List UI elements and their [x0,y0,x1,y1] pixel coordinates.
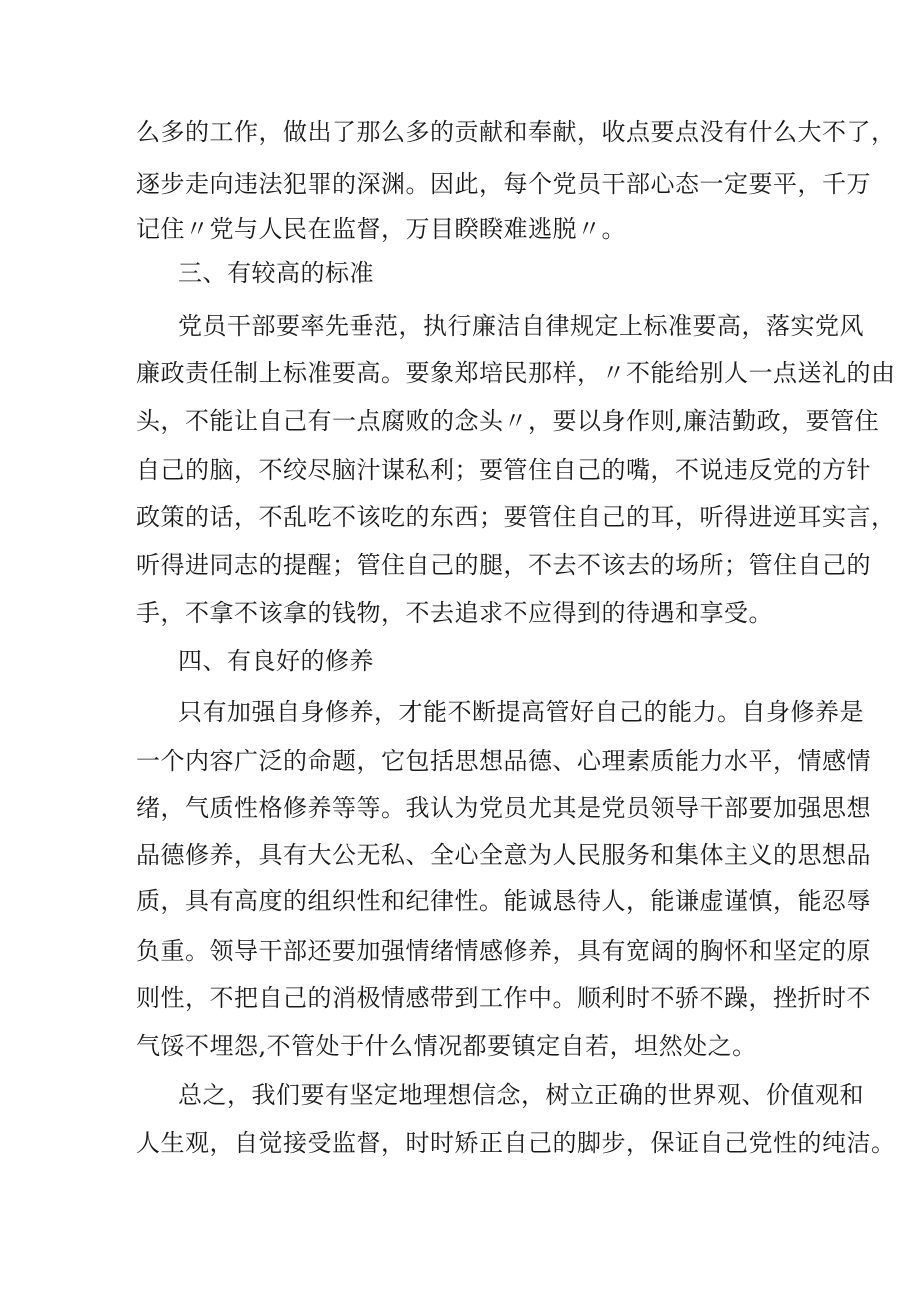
para3-line-1: 只有加强自身修养，才能不断提高管好自己的能力。自身修养是 [178,698,864,726]
para2-line-7: 手，不拿不该拿的钱物，不去追求不应得到的待遇和享受。 [136,599,773,627]
para3-line-4: 品德修养，具有大公无私、全心全意为人民服务和集体主义的思想品 [136,841,871,869]
para2-line-6: 听得进同志的提醒；管住自己的腿，不去不该去的场所；管住自己的 [136,551,871,579]
para3-line-6: 负重。领导干部还要加强情绪情感修养，具有宽阔的胸怀和坚定的原 [136,937,871,965]
para3-line-7: 则性，不把自己的消极情感带到工作中。顺利时不骄不躁，挫折时不 [136,984,871,1012]
section-heading-3: 三、有较高的标准 [178,259,374,287]
para4-line-1: 总之，我们要有坚定地理想信念，树立正确的世界观、价值观和 [178,1081,864,1109]
para2-line-2: 廉政责任制上标准要高。要象郑培民那样，〃不能给别人一点送礼的由 [136,359,896,387]
para2-line-1: 党员干部要率先垂范，执行廉洁自律规定上标准要高，落实党风 [178,312,864,340]
para1-line-1: 么多的工作，做出了那么多的贡献和奉献，收点要点没有什么大不了， [136,118,896,146]
para2-line-3: 头，不能让自己有一点腐败的念头〃，要以身作则,廉洁勤政，要管住 [136,407,880,435]
para2-line-5: 政策的话，不乱吃不该吃的东西；要管住自己的耳，听得进逆耳实言， [136,503,896,531]
para3-line-3: 绪，气质性格修养等等。我认为党员尤其是党员领导干部要加强思想 [136,794,871,822]
para4-line-2: 人生观，自觉接受监督，时时矫正自己的脚步，保证自己党性的纯洁。 [136,1129,896,1157]
para2-line-4: 自己的脑，不绞尽脑汁谋私利；要管住自己的嘴，不说违反党的方针 [136,456,871,484]
section-heading-4: 四、有良好的修养 [178,647,374,675]
para1-line-3: 记住〃党与人民在监督，万目睽睽难逃脱〃。 [136,215,626,243]
para1-line-2: 逐步走向违法犯罪的深渊。因此，每个党员干部心态一定要平，千万 [136,170,871,198]
para3-line-8: 气馁不埋怨,不管处于什么情况都要镇定自若，坦然处之。 [136,1032,757,1060]
para3-line-5: 质，具有高度的组织性和纪律性。能诚恳待人，能谦虚谨慎，能忍辱 [136,887,871,915]
para3-line-2: 一个内容广泛的命题，它包括思想品德、心理素质能力水平，情感情 [136,747,871,775]
